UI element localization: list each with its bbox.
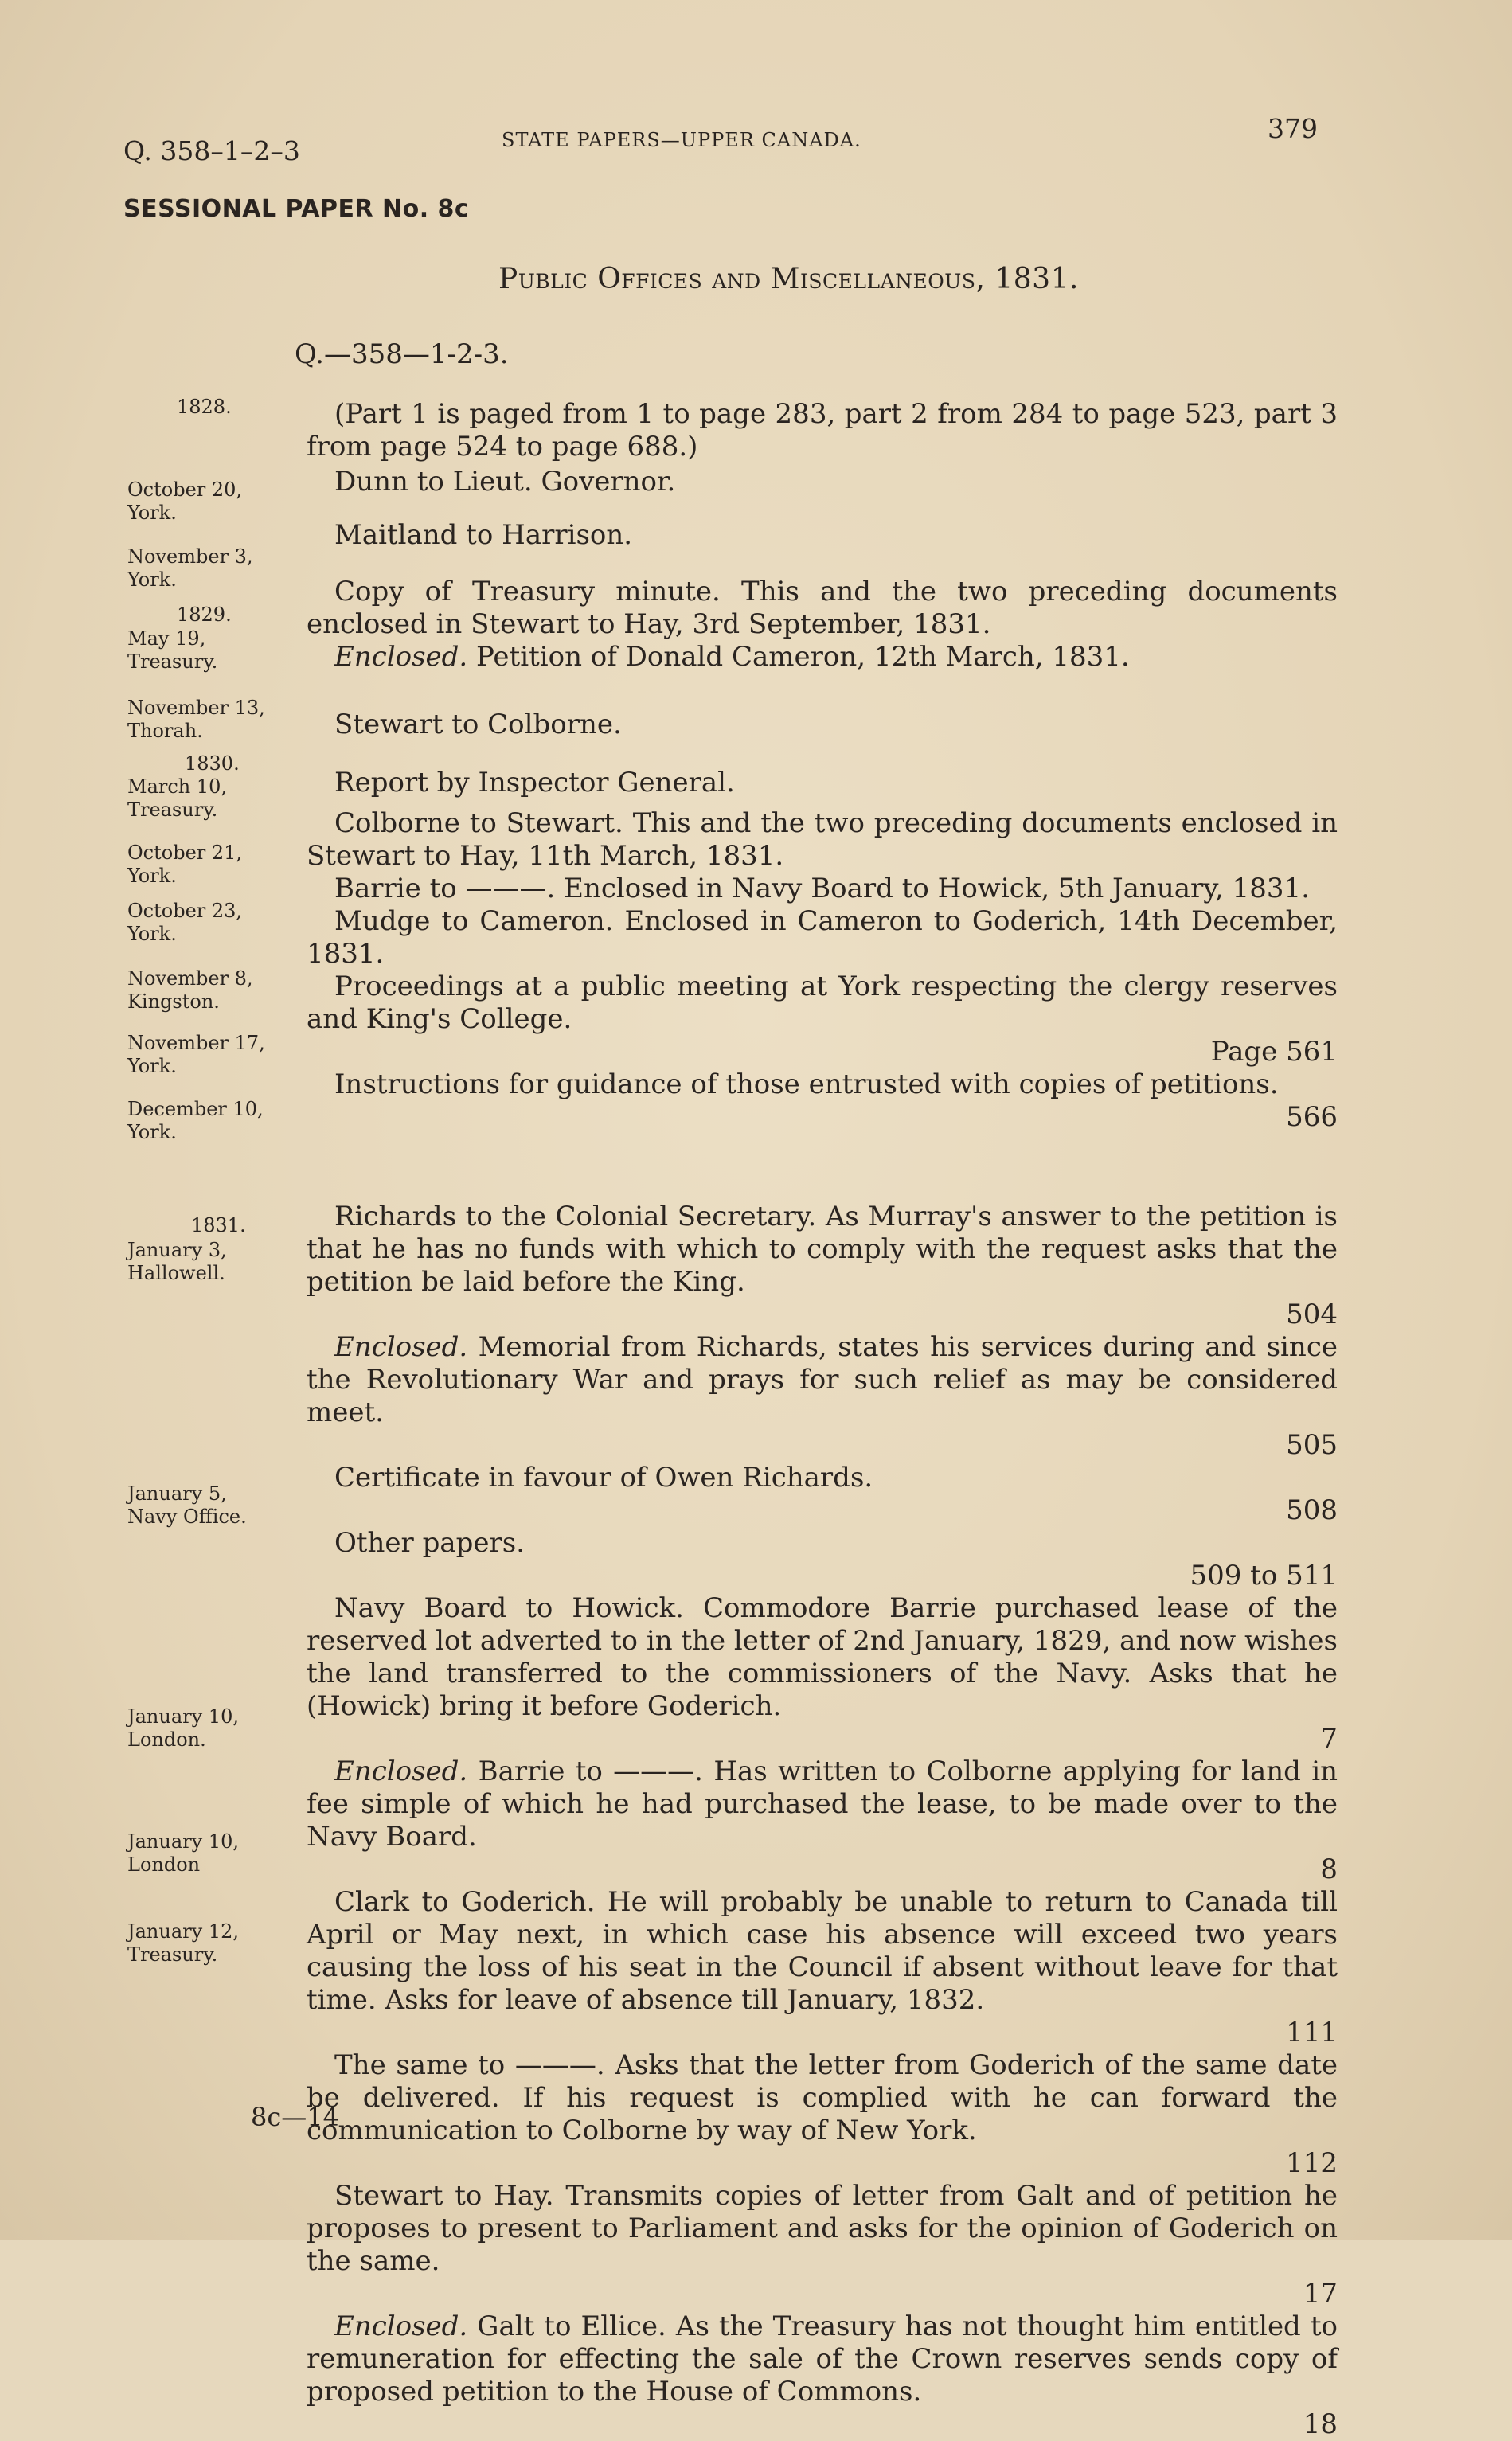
series-code: Q.—358—1-2-3. (295, 338, 509, 370)
margin-date: January 3, Hallowell. (127, 1239, 227, 1284)
sessional-paper-label: SESSIONAL PAPER No. 8c (123, 195, 470, 223)
header-running-title: STATE PAPERS—UPPER CANADA. (502, 129, 861, 151)
entry-enclosure (307, 1331, 1338, 1462)
entry (307, 1201, 1338, 1331)
page-reference: 505 (1286, 1429, 1338, 1461)
entry-block-1828 (307, 466, 1338, 1151)
margin-date: October 23, York. (127, 900, 243, 945)
page-reference: 17 (1303, 2278, 1338, 2310)
margin-date: October 20, York. (127, 478, 243, 524)
header-reference: Q. 358–1–2–3 (123, 135, 300, 166)
entry (307, 2180, 1338, 2310)
entry-text: Other papers. (334, 1527, 525, 1559)
intro-paragraph: (Part 1 is paged from 1 to page 283, part 2 from 284 to page 523, part 3 from page 524 to page 688.) (307, 398, 1338, 463)
entry: Maitland to Harrison. (334, 519, 633, 551)
page-reference: 7 (1320, 1723, 1338, 1755)
page-number: 379 (1268, 113, 1318, 144)
margin-date: November 8, Kingston. (127, 967, 253, 1013)
entry-text: Richards to the Colonial Secretary. As Murray's answer to the petition is that he has no funds with which to comply with the request asks that the petition be laid before the King. (307, 1201, 1338, 1298)
entry: Dunn to Lieut. Governor. (334, 466, 676, 498)
entry-enclosure (307, 641, 1338, 674)
entry-text: Barrie to ———. Has written to Colborne applying for land in fee simple of which he had purchased the lease, to be made over to the Navy Board. (307, 1756, 1338, 1853)
entry-text: Stewart to Hay. Transmits copies of letter from Galt and of petition he proposes to present to Parliament and asks for the opinion of Goderich on the same. (307, 2180, 1338, 2277)
page-reference: 509 to 511 (1190, 1560, 1338, 1592)
entry: Barrie to ———. Enclosed in Navy Board to Howick, 5th January, 1831. (334, 873, 1310, 904)
entry-text: The same to ———. Asks that the letter from Goderich of the same date be delivered. If his request is complied with he can forward the communication to Colborne by way of New York. (307, 2049, 1338, 2146)
enclosed-label: Enclosed. (334, 1331, 468, 1363)
entry (307, 971, 1338, 1068)
margin-year-1830: 1830. (185, 752, 240, 775)
entry (307, 1462, 1338, 1527)
entry (307, 2049, 1338, 2180)
page-reference: 8 (1320, 1853, 1338, 1885)
enclosed-label: Enclosed. (334, 1756, 468, 1787)
margin-date: January 12, Treasury. (127, 1920, 239, 1966)
entry-enclosure (307, 2310, 1338, 2441)
page-reference: 111 (1286, 2017, 1338, 2048)
entry (307, 1068, 1338, 1134)
entry-block-1831 (307, 1201, 1338, 2441)
section-title: Public Offices and Miscellaneous, 1831. (498, 263, 1079, 295)
margin-date: November 17, York. (127, 1032, 265, 1077)
margin-date: January 10, London (127, 1830, 239, 1876)
margin-date: November 13, Thorah. (127, 697, 265, 742)
entry-enclosure (307, 1756, 1338, 1886)
entry-text: Proceedings at a public meeting at York respecting the clergy reserves and King's College. (307, 971, 1338, 1035)
margin-date: May 19, Treasury. (127, 627, 218, 673)
page-reference: 18 (1303, 2408, 1338, 2440)
entry-text: Petition of Donald Cameron, 12th March, 1831. (467, 641, 1130, 673)
entry-text: Clark to Goderich. He will probably be unable to return to Canada till April or May next, in which case his absence will exceed two years causing the loss of his seat in the Council if absent without leave for that time. Asks for leave of absence till January, 1832. (307, 1886, 1338, 2016)
margin-year-1831: 1831. (191, 1214, 246, 1236)
enclosed-label: Enclosed. (334, 2310, 468, 2342)
margin-date: March 10, Treasury. (127, 775, 228, 821)
entry (307, 1592, 1338, 1756)
margin-date: December 10, York. (127, 1098, 264, 1143)
margin-date: January 5, Navy Office. (127, 1482, 247, 1528)
margin-year-1829: 1829. (177, 603, 232, 626)
page-reference: 566 (1286, 1101, 1338, 1133)
margin-date: January 10, London. (127, 1705, 239, 1751)
entry: Colborne to Stewart. This and the two preceding documents enclosed in Stewart to Hay, 11th March, 1831. (307, 807, 1338, 872)
page-reference: Page 561 (1210, 1036, 1338, 1068)
entry-text: Instructions for guidance of those entrusted with copies of petitions. (334, 1068, 1279, 1100)
enclosed-label: Enclosed. (334, 641, 468, 673)
entry: Report by Inspector General. (334, 767, 735, 799)
entry: Copy of Treasury minute. This and the two preceding documents enclosed in Stewart to Hay, 3rd September, 1831. (307, 576, 1338, 640)
margin-date: November 3, York. (127, 545, 253, 591)
entry (307, 1886, 1338, 2049)
entry-text: Memorial from Richards, states his services during and since the Revolutionary War and prays for such relief as may be considered meet. (307, 1331, 1338, 1428)
page-reference: 112 (1286, 2147, 1338, 2179)
entry-text: Galt to Ellice. As the Treasury has not thought him entitled to remuneration for effecting the sale of the Crown reserves sends copy of proposed petition to the House of Commons. (307, 2310, 1338, 2408)
entry: Mudge to Cameron. Enclosed in Cameron to Goderich, 14th December, 1831. (307, 905, 1338, 970)
page-reference: 508 (1286, 1494, 1338, 1526)
entry-text: Navy Board to Howick. Commodore Barrie purchased lease of the reserved lot adverted to in the letter of 2nd January, 1829, and now wishes the land transferred to the commissioners of the Navy. Asks that he (Howick) bring it before Goderich. (307, 1592, 1338, 1722)
page-reference: 504 (1286, 1299, 1338, 1330)
margin-year-1828: 1828. (177, 396, 232, 418)
entry-text: Certificate in favour of Owen Richards. (334, 1462, 873, 1494)
footer-signature: 8c—14 (251, 2102, 339, 2132)
entry (307, 1527, 1338, 1592)
margin-date: October 21, York. (127, 842, 243, 887)
entry: Stewart to Colborne. (334, 709, 622, 740)
intro-note (307, 398, 1338, 463)
